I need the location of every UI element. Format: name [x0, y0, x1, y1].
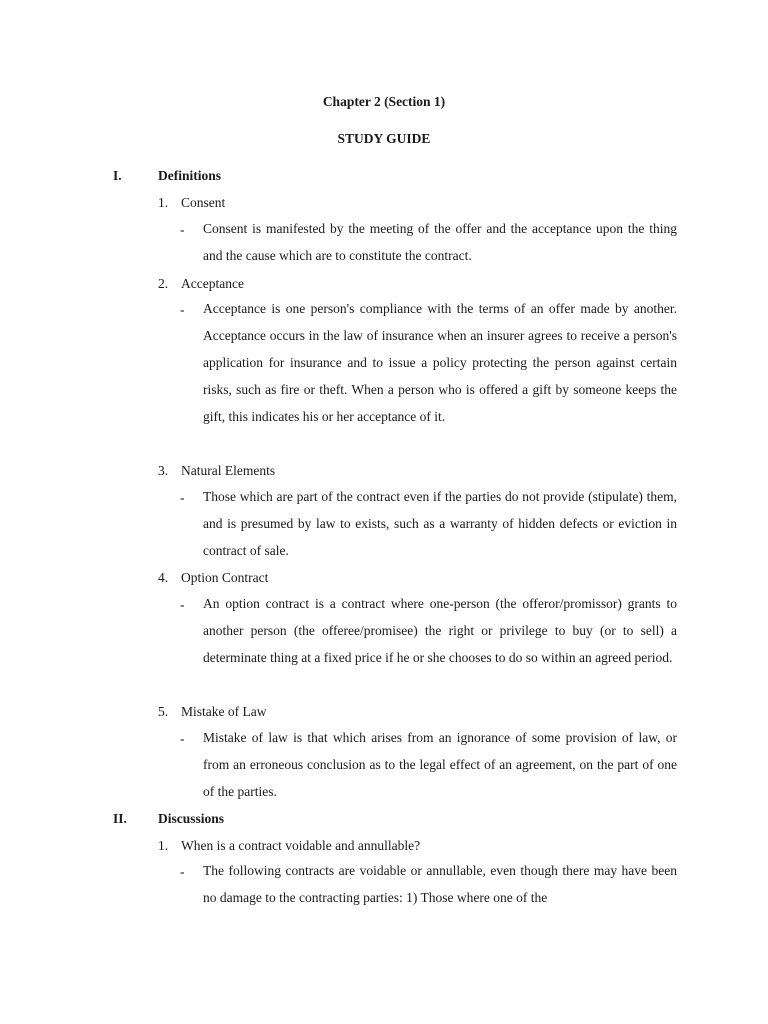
- definition-item-mistake-of-law: [158, 704, 266, 720]
- definition-text-consent: [180, 216, 677, 270]
- bullet-dash: -: [180, 731, 185, 746]
- definition-text-mistake-of-law: [180, 725, 677, 806]
- definition-item-consent: [158, 195, 225, 211]
- item-number: 1.: [158, 195, 169, 210]
- bullet-dash: -: [180, 490, 185, 505]
- definition-item-natural-elements: [158, 463, 275, 479]
- definition-paragraph: An option contract is a contract where one-person (the offeror/promissor) grants to another person (the offeree/promisee) the right or privilege to buy (or to sell) a determinate thing at a fixed price if he or she chooses to do so within an agreed period.: [203, 596, 677, 665]
- discussion-paragraph: The following contracts are voidable or annullable, even though there may have been no damage to the contracting parties: 1) Those where one of the: [203, 863, 677, 905]
- item-number: 2.: [158, 276, 169, 291]
- definition-paragraph: Consent is manifested by the meeting of the offer and the acceptance upon the thing and the cause which are to constitute the contract.: [203, 221, 677, 263]
- item-title: Acceptance: [181, 276, 244, 291]
- bullet-dash: -: [180, 222, 185, 237]
- definition-item-acceptance: [158, 276, 244, 292]
- section-numeral: II.: [113, 811, 127, 826]
- section-heading: Discussions: [158, 811, 225, 826]
- item-title: When is a contract voidable and annullable?: [181, 838, 421, 853]
- section-heading: Definitions: [158, 168, 222, 183]
- study-guide-title: STUDY GUIDE: [337, 131, 431, 146]
- definition-text-acceptance: [180, 296, 677, 431]
- definition-paragraph: Acceptance is one person's compliance with the terms of an offer made by another. Acceptance occurs in the law of insurance when an insurer agrees to receive a person's application for insurance and to issue a policy protecting the person against certain risks, such as fire or theft. When a person who is offered a gift by someone keeps the gift, this indicates his or her acceptance of it.: [203, 301, 677, 424]
- item-number: 4.: [158, 570, 169, 585]
- bullet-dash: -: [180, 302, 185, 317]
- bullet-dash: -: [180, 597, 185, 612]
- item-title: Natural Elements: [181, 463, 276, 478]
- item-number: 3.: [158, 463, 169, 478]
- definition-text-option-contract: [180, 591, 677, 672]
- discussion-item-voidable: [158, 838, 420, 854]
- item-number: 1.: [158, 838, 169, 853]
- item-title: Mistake of Law: [181, 704, 267, 719]
- item-title: Consent: [181, 195, 226, 210]
- definition-paragraph: Mistake of law is that which arises from an ignorance of some provision of law, or from an erroneous conclusion as to the legal effect of an agreement, on the part of one of the parties.: [203, 730, 677, 799]
- item-title: Option Contract: [181, 570, 269, 585]
- item-number: 5.: [158, 704, 169, 719]
- definition-text-natural-elements: [180, 484, 677, 565]
- definition-item-option-contract: [158, 570, 268, 586]
- discussion-text-voidable: [180, 858, 677, 912]
- definition-paragraph: Those which are part of the contract even if the parties do not provide (stipulate) them, and is presumed by law to exists, such as a warranty of hidden defects or eviction in contract of sale.: [203, 489, 677, 558]
- chapter-title: Chapter 2 (Section 1): [322, 94, 446, 109]
- bullet-dash: -: [180, 864, 185, 879]
- section-numeral: I.: [113, 168, 122, 183]
